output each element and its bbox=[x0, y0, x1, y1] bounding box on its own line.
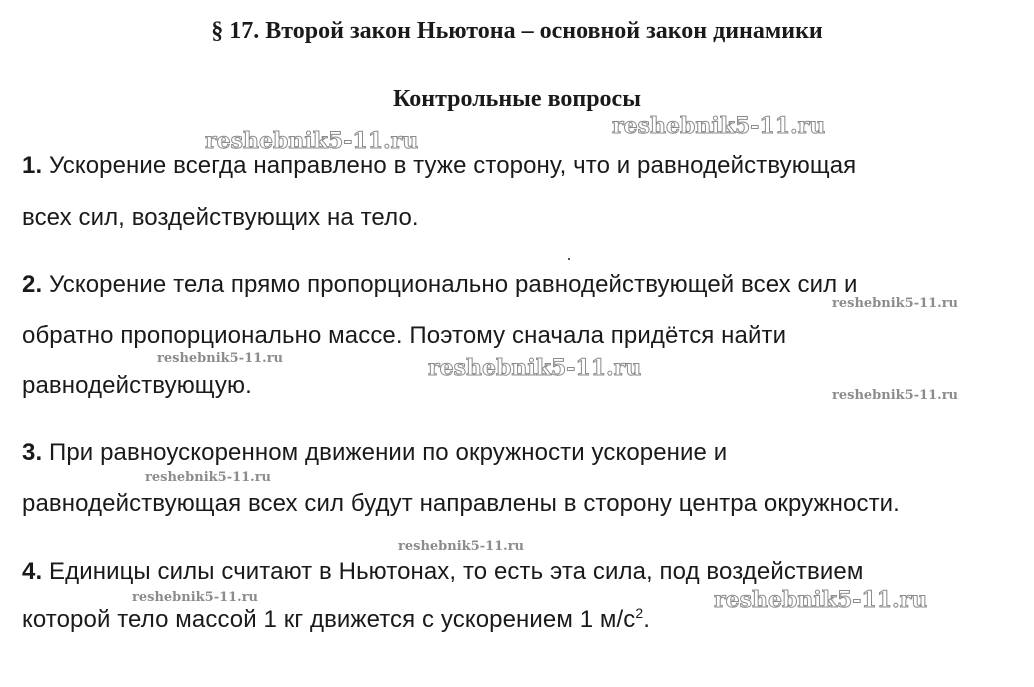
answer-4-number: 4. bbox=[22, 558, 43, 585]
watermark: reshebnik5-11.ru bbox=[398, 539, 525, 554]
answer-3-line-1 bbox=[22, 439, 727, 467]
speck bbox=[568, 258, 570, 260]
watermark: reshebnik5-11.ru bbox=[832, 296, 959, 311]
answer-4-text: Единицы силы считают в Ньютонах, то есть эта сила, под воздействием bbox=[49, 558, 864, 585]
answer-3-number: 3. bbox=[22, 439, 43, 466]
watermark: reshebnik5-11.ru bbox=[205, 128, 419, 154]
answer-2-line-3: равнодействующую. bbox=[22, 372, 252, 399]
answer-4-line-2 bbox=[22, 606, 650, 634]
section-title: § 17. Второй закон Ньютона – основной закон динамики bbox=[211, 18, 823, 44]
answer-3-line-2: равнодействующая всех сил будут направлены в сторону центра окружности. bbox=[22, 490, 900, 517]
watermark: reshebnik5-11.ru bbox=[132, 590, 259, 605]
answer-3-text: При равноускоренном движении по окружности ускорение и bbox=[49, 439, 728, 466]
answer-2-number: 2. bbox=[22, 271, 43, 298]
watermark: reshebnik5-11.ru bbox=[428, 355, 642, 381]
answer-2-text: Ускорение тела прямо пропорционально равнодействующей всех сил и bbox=[49, 271, 858, 298]
watermark: reshebnik5-11.ru bbox=[832, 388, 959, 403]
answer-4-text-end: которой тело массой 1 кг движется с ускорением 1 м/с bbox=[22, 606, 636, 633]
watermark: reshebnik5-11.ru bbox=[145, 470, 272, 485]
final-period: . bbox=[643, 606, 651, 633]
answer-4-line-1 bbox=[22, 558, 863, 586]
answer-1-text: Ускорение всегда направлено в туже сторону, что и равнодействующая bbox=[49, 152, 857, 179]
watermark: reshebnik5-11.ru bbox=[612, 113, 826, 139]
watermark: reshebnik5-11.ru bbox=[714, 587, 928, 613]
subtitle: Контрольные вопросы bbox=[393, 86, 641, 112]
answer-2-line-1 bbox=[22, 271, 858, 299]
answer-1-line-1 bbox=[22, 152, 856, 180]
answer-1-number: 1. bbox=[22, 152, 43, 179]
unit-exponent: 2 bbox=[635, 605, 644, 621]
answer-2-line-2: обратно пропорционально массе. Поэтому сначала придётся найти bbox=[22, 322, 787, 349]
watermark: reshebnik5-11.ru bbox=[157, 351, 284, 366]
answer-1-line-2: всех сил, воздействующих на тело. bbox=[22, 204, 419, 231]
